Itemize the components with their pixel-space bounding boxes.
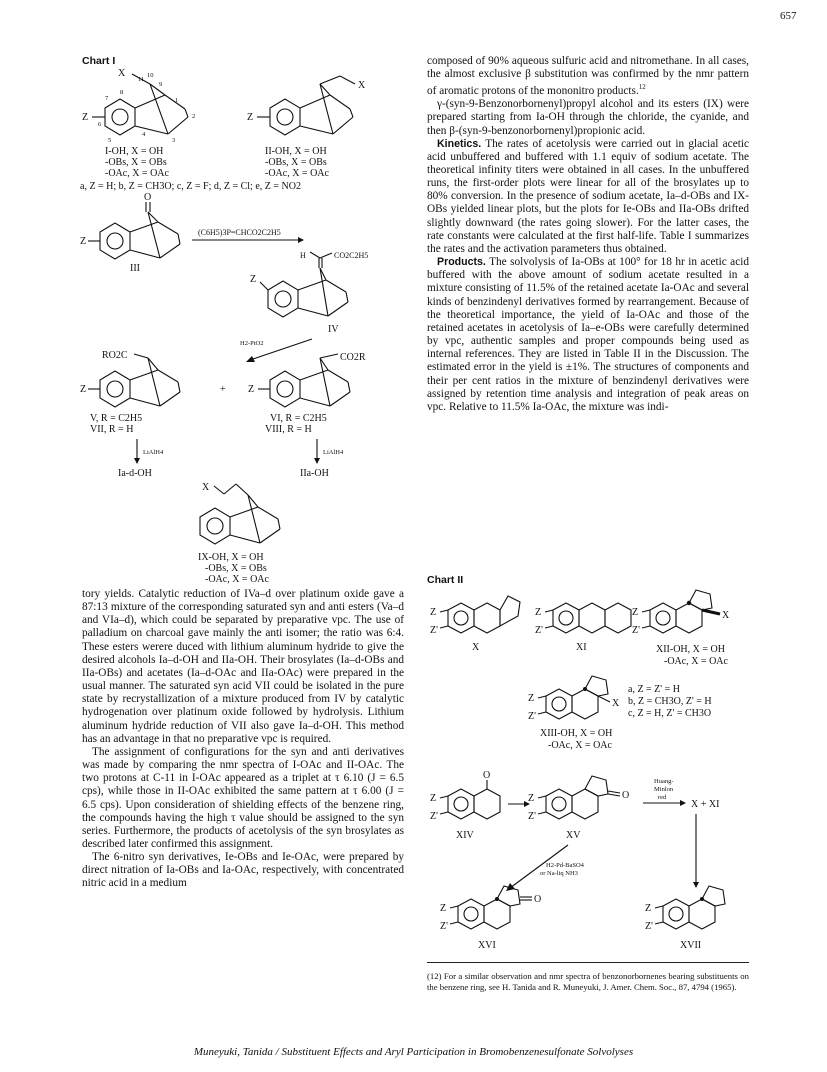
products-heading: Products.	[437, 256, 486, 269]
page-number: 657	[780, 10, 797, 22]
compound-V-structure	[80, 350, 180, 407]
svg-text:X: X	[472, 642, 480, 653]
compound-IV-structure	[250, 251, 368, 317]
running-footer: Muneyuki, Tanida / Substituent Effects and Aryl Participation in Bromobenzenesulfonate Solvolyses	[193, 1046, 634, 1058]
svg-text:Minlon: Minlon	[654, 786, 674, 793]
svg-text:X: X	[358, 80, 366, 91]
svg-text:Z': Z'	[430, 811, 438, 822]
svg-text:Z: Z	[535, 607, 542, 618]
compound-IX-structure	[200, 482, 280, 544]
svg-text:Z': Z'	[535, 625, 543, 636]
svg-text:LiAlH4: LiAlH4	[323, 449, 344, 456]
svg-text:LiAlH4: LiAlH4	[143, 449, 164, 456]
svg-text:O: O	[622, 790, 630, 801]
chart2-diagram	[428, 588, 758, 968]
svg-text:II-OH, X = OH: II-OH, X = OH	[265, 146, 327, 157]
svg-text:10: 10	[147, 72, 154, 79]
svg-text:Z: Z	[632, 607, 639, 618]
svg-text:X + XI: X + XI	[691, 799, 720, 810]
svg-text:4: 4	[142, 131, 146, 138]
left-paragraph: tory yields. Catalytic reduction of IVa–d over platinum oxide gave a 87:13 mixture of the corresponding saturated syn and anti esters (Va–d and VIa–d), which could be separated by preparative vpc. The use of palladium on charcoal gave mainly the anti isomer; the ratio was 6:4. These esters werere duced with lithium aluminum hydride to give the desired alcohols Ia–d-OH and IIa-OH. Their brosylates (Ia–d-OBs and IIa-OBs) and acetates (Ia–d-OAc and IIa-OAc) were prepared in the usual manner. The saturated syn acid VII could be isolated in the pure state by recrystallization of a mixture produced from IV by catalytic hydrogenation over platinum oxide followed by hydrolysis. Lithium aluminum hydride reduction of VII also gave Ia–d-OH. This method has an advantage in that no preparative vpc is required.	[82, 588, 404, 745]
svg-text:red: red	[658, 794, 667, 801]
I-X: X	[118, 68, 126, 79]
svg-text:X: X	[612, 698, 620, 709]
compound-VI-structure	[248, 352, 366, 407]
compound-XIV-structure	[430, 770, 500, 822]
svg-text:RO2C: RO2C	[102, 350, 128, 361]
right-paragraph: γ-(syn-9-Benzonorbornenyl)propyl alcohol and its esters (IX) were prepared starting from Ia-OH through the chloride, the cyanide, and then β-(syn-9-benzonorbornenyl)propionic acid.	[427, 98, 749, 137]
svg-text:O: O	[144, 192, 152, 203]
I-Z: Z	[82, 112, 89, 123]
svg-text:Z: Z	[440, 903, 447, 914]
svg-text:Z: Z	[645, 903, 652, 914]
footnote-12: (12) For a similar observation and nmr spectra of benzonorbornenes bearing substituents on the benzene ring, see H. Tanida and R. Muneyuki, J. Amer. Chem. Soc., 87, 4794 (1965).	[427, 971, 749, 992]
svg-text:IIa-OH: IIa-OH	[300, 468, 329, 479]
svg-text:Z': Z'	[632, 625, 640, 636]
svg-text:9: 9	[159, 81, 163, 88]
chart2-title: Chart II	[427, 574, 464, 586]
right-paragraph: The rates of acetolysis were carried out in glacial acetic acid unbuffered and buffered with 1.1 equiv of sodium acetate. The theoretical infinity titers were obtained in all cases. In the unbuffered runs, the first-order plots were linear for all of the brosylates up to 80% conversion. In the presence of sodium acetate, Ia–d-OBs and IX-OBs yielded linear plots, but the plots for Ie-OBs and IIa-OBs drifted slightly downward (the rates going slower). For the latter cases, the rate constants were calculated at the first half-life. Table I summarizes the rates and the activation parameters thus obtained.	[427, 137, 750, 255]
left-paragraph: The assignment of configurations for the syn and anti derivatives was made by comparing the nmr spectra of I-OAc and II-OAc. The two protons at C-11 in I-OAc appeared as a triplet at τ 6.10 (J = 6.5 cps), while those in II-OAc exhibited the same pattern at τ 6.00 (J = 6.5 cps). Upon consideration of shielding effects of the benzene ring, the compounds having the high τ value should be assigned to the syn series. Furthermore, the products of acetolysis of the syn brosylates as described later confirmed this assignment.	[82, 745, 404, 850]
svg-text:c, Z = H, Z' = CH3O: c, Z = H, Z' = CH3O	[628, 708, 712, 719]
svg-text:VII, R = H: VII, R = H	[90, 424, 134, 435]
chart1-diagram	[80, 62, 410, 602]
chart1-title: Chart I	[82, 55, 116, 67]
svg-text:CO2R: CO2R	[340, 352, 366, 363]
compound-XI-structure	[535, 603, 631, 636]
svg-text:Z: Z	[430, 793, 437, 804]
III-label: III	[130, 263, 140, 274]
svg-text:XV: XV	[566, 830, 581, 841]
svg-text:Z: Z	[528, 693, 535, 704]
svg-text:VIII, R = H: VIII, R = H	[265, 424, 312, 435]
svg-text:11: 11	[138, 76, 145, 83]
svg-text:3: 3	[172, 137, 176, 144]
compound-X-structure	[430, 596, 520, 636]
svg-text:CO2C2H5: CO2C2H5	[334, 251, 369, 260]
svg-text:-OAc, X = OAc: -OAc, X = OAc	[265, 168, 329, 179]
svg-text:-OAc, X = OAc: -OAc, X = OAc	[205, 574, 269, 585]
svg-text:8: 8	[120, 89, 124, 96]
svg-text:Z': Z'	[430, 625, 438, 636]
svg-text:O: O	[534, 894, 542, 905]
svg-text:H: H	[300, 251, 306, 260]
footnote-rule	[427, 962, 749, 963]
svg-text:X: X	[722, 610, 730, 621]
compound-XV-structure	[528, 776, 629, 822]
right-column-text	[427, 55, 749, 414]
compound-XIII-structure	[528, 676, 620, 722]
svg-text:b, Z = CH3O, Z' = H: b, Z = CH3O, Z' = H	[628, 696, 712, 707]
svg-text:+: +	[220, 384, 226, 395]
wittig-reagent: (C6H5)3P=CHCO2C2H5	[198, 228, 281, 237]
svg-text:Z: Z	[247, 112, 254, 123]
svg-text:Z': Z'	[440, 921, 448, 932]
svg-text:Z: Z	[430, 607, 437, 618]
svg-text:Z': Z'	[528, 711, 536, 722]
compound-III-structure	[80, 192, 180, 259]
svg-text:XIV: XIV	[456, 830, 474, 841]
svg-text:2: 2	[192, 113, 196, 120]
compound-XVI-structure	[440, 886, 541, 932]
I-name-OH: I-OH, X = OH	[105, 146, 164, 157]
svg-text:a, Z = Z' = H: a, Z = Z' = H	[628, 684, 680, 695]
kinetics-heading: Kinetics.	[437, 137, 482, 150]
left-column-text	[82, 588, 404, 891]
svg-text:VI, R = C2H5: VI, R = C2H5	[270, 413, 327, 424]
svg-text:XVI: XVI	[478, 940, 496, 951]
svg-text:-OAc, X = OAc: -OAc, X = OAc	[548, 740, 612, 751]
I-name-OAc: -OAc, X = OAc	[105, 168, 169, 179]
svg-text:H2-PtO2: H2-PtO2	[240, 340, 264, 347]
svg-text:XII-OH, X = OH: XII-OH, X = OH	[656, 644, 725, 655]
compound-XII-structure	[632, 590, 730, 636]
svg-text:Z: Z	[250, 274, 257, 285]
svg-text:X: X	[202, 482, 210, 493]
I-name-OBs: -OBs, X = OBs	[105, 157, 167, 168]
svg-text:XVII: XVII	[680, 940, 702, 951]
svg-text:O: O	[483, 770, 491, 781]
compound-I-structure	[82, 68, 195, 144]
svg-text:H2-Pd-BaSO4: H2-Pd-BaSO4	[546, 862, 584, 869]
svg-text:IX-OH, X = OH: IX-OH, X = OH	[198, 552, 264, 563]
svg-text:Z': Z'	[528, 811, 536, 822]
svg-text:6: 6	[98, 121, 102, 128]
svg-text:Ia-d-OH: Ia-d-OH	[118, 468, 152, 479]
svg-text:Z: Z	[80, 384, 87, 395]
svg-text:XI: XI	[576, 642, 587, 653]
svg-text:Z': Z'	[645, 921, 653, 932]
svg-text:or Na-liq NH3: or Na-liq NH3	[540, 870, 578, 877]
compound-II-structure	[247, 76, 366, 135]
svg-text:-OBs, X = OBs: -OBs, X = OBs	[205, 563, 267, 574]
left-paragraph: The 6-nitro syn derivatives, Ie-OBs and Ie-OAc, were prepared by direct nitration of Ia-OBs and Ia-OAc, respectively, with concentrated nitric acid in a medium	[82, 851, 404, 890]
svg-text:V, R = C2H5: V, R = C2H5	[90, 413, 143, 424]
svg-text:1: 1	[175, 97, 179, 104]
substituent-legend: a, Z = H; b, Z = CH3O; c, Z = F; d, Z = Cl; e, Z = NO2	[80, 181, 301, 192]
svg-text:7: 7	[105, 95, 109, 102]
svg-text:XIII-OH, X = OH: XIII-OH, X = OH	[540, 728, 613, 739]
svg-text:-OBs, X = OBs: -OBs, X = OBs	[265, 157, 327, 168]
footnote-ref[interactable]: 12	[638, 83, 646, 92]
svg-text:Z: Z	[528, 793, 535, 804]
IV-label: IV	[328, 324, 339, 335]
compound-XVII-structure	[645, 886, 725, 932]
svg-text:5: 5	[108, 137, 112, 144]
svg-text:Huang-: Huang-	[654, 778, 674, 785]
right-paragraph: The solvolysis of Ia-OBs at 100° for 18 hr in acetic acid buffered with the above amount of sodium acetate resulted in a mixture consisting of 11.5% of the retained acetate Ia-OAc and several kinds of benzindenyl derivatives formed by rearrangement. Because of the theoretical importance, the yield of Ia-OAc and those of the retained acetates in acetolysis of Ia–e-OBs were carefully determined by vpc, authentic samples and proper compounds being used as internal references. They are listed in Table II in the Discussion. The estimated error in the yield is ±1%. The structures of components and their per cent ratios in the mixture of benzindenyl derivatives were assigned by retention time analysis and integration of peak areas on vpc. Relative to 11.5% Ia-OAc, the mixture was indi-	[427, 256, 749, 413]
svg-text:Z: Z	[80, 236, 87, 247]
right-paragraph: composed of 90% aqueous sulfuric acid and nitromethane. In all cases, the almost exclusive β substitution was confirmed by the nmr pattern of aromatic protons of the mononitro products.	[427, 55, 749, 98]
svg-text:-OAc, X = OAc: -OAc, X = OAc	[664, 656, 728, 667]
svg-text:Z: Z	[248, 384, 255, 395]
